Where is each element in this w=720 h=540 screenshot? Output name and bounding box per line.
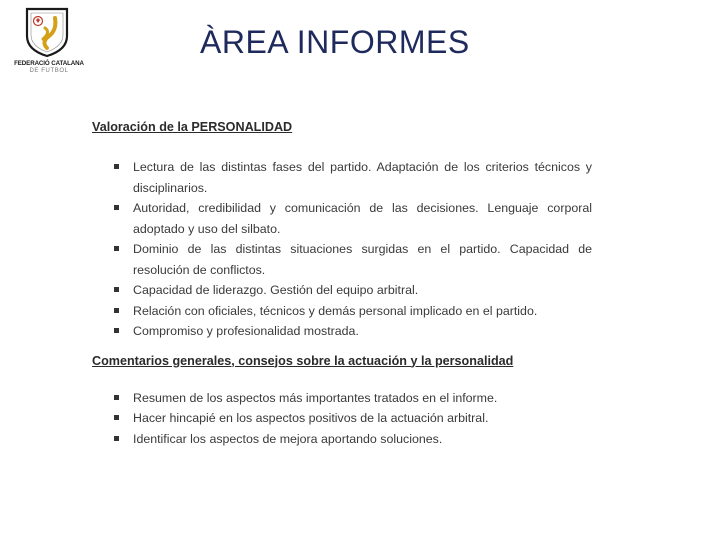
list-item xyxy=(92,198,592,239)
list-item-text: Resumen de los aspectos más importantes tratados en el informe. xyxy=(133,390,498,405)
report-content xyxy=(92,120,592,449)
section-heading-personality: Valoración de la PERSONALIDAD xyxy=(92,120,293,134)
page-title: ÀREA INFORMES xyxy=(200,24,470,60)
square-bullet-icon xyxy=(114,395,119,400)
list-item-text: Capacidad de liderazgo. Gestión del equipo arbitral. xyxy=(133,283,419,297)
list-item-text: Identificar los aspectos de mejora aportando soluciones. xyxy=(133,431,443,446)
shield-emblem-icon xyxy=(21,6,73,58)
federation-logo xyxy=(14,6,84,76)
general-comments-list xyxy=(92,388,592,450)
list-item-text: Autoridad, credibilidad y comunicación de las decisiones. Lenguaje corporal adoptado y uso del silbato. xyxy=(133,201,592,236)
list-item xyxy=(92,321,592,342)
square-bullet-icon xyxy=(114,164,119,169)
square-bullet-icon xyxy=(114,436,119,441)
square-bullet-icon xyxy=(114,328,119,333)
square-bullet-icon xyxy=(114,205,119,210)
list-item xyxy=(92,239,592,280)
list-item xyxy=(92,388,592,409)
personality-criteria-list xyxy=(92,157,592,342)
logo-subname: DE FUTBOL xyxy=(29,68,69,74)
square-bullet-icon xyxy=(114,415,119,420)
list-item xyxy=(92,408,592,429)
logo-name: FEDERACIÓ CATALANA xyxy=(14,60,84,67)
square-bullet-icon xyxy=(114,246,119,251)
list-item-text: Dominio de las distintas situaciones surgidas en el partido. Capacidad de resolución de conflictos. xyxy=(133,242,592,277)
list-item-text: Compromiso y profesionalidad mostrada. xyxy=(133,324,359,338)
list-item-text: Relación con oficiales, técnicos y demás personal implicado en el partido. xyxy=(133,303,538,318)
square-bullet-icon xyxy=(114,287,119,292)
list-item-text: Hacer hincapié en los aspectos positivos de la actuación arbitral. xyxy=(133,411,489,425)
list-item xyxy=(92,429,592,450)
square-bullet-icon xyxy=(114,308,119,313)
list-item xyxy=(92,157,592,198)
list-item xyxy=(92,280,592,301)
list-item-text: Lectura de las distintas fases del partido. Adaptación de los criterios técnicos y disciplinarios. xyxy=(133,160,592,195)
section-heading-general-comments: Comentarios generales, consejos sobre la actuación y la personalidad xyxy=(92,353,514,368)
list-item xyxy=(92,301,592,322)
